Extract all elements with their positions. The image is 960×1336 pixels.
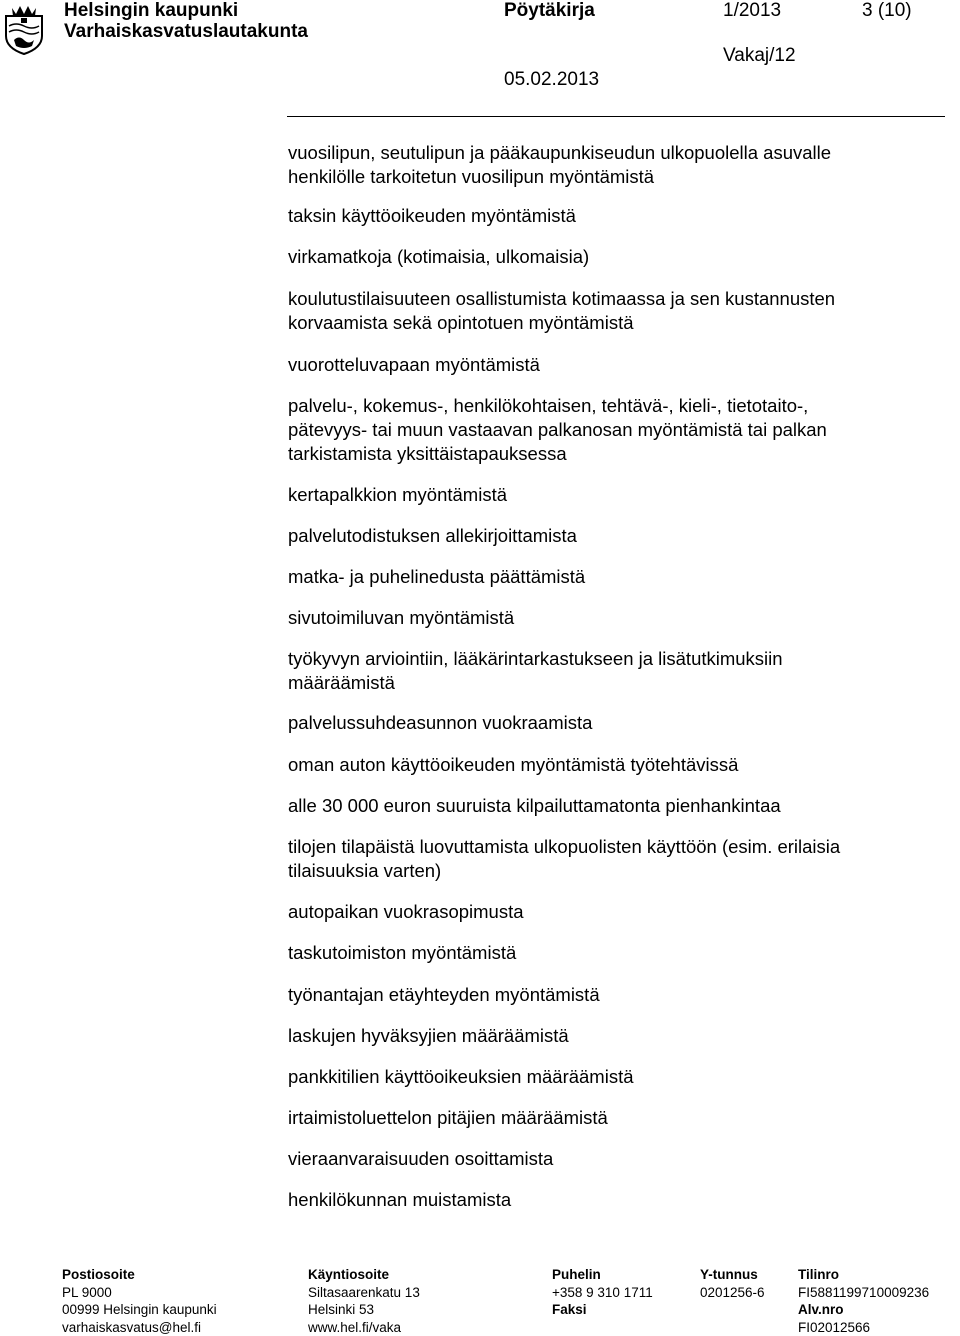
email-link[interactable]: varhaiskasvatus@hel.fi xyxy=(62,1319,217,1336)
list-item: vieraanvaraisuuden osoittamista xyxy=(288,1147,553,1171)
list-item: oman auton käyttöoikeuden myöntämistä työtehtävissä xyxy=(288,753,738,777)
list-item: koulutustilaisuuteen osallistumista kotimaassa ja sen kustannusten korvaamista sekä opintotuen myöntämistä xyxy=(288,287,835,335)
footer-postal-address: Postiosoite PL 9000 00999 Helsingin kaupunki varhaiskasvatus@hel.fi xyxy=(62,1266,217,1336)
page-number: 3 (10) xyxy=(862,0,912,22)
issue-number: 1/2013 xyxy=(723,0,781,22)
list-item: taksin käyttöoikeuden myöntämistä xyxy=(288,204,576,228)
helsinki-crest-logo xyxy=(2,2,46,56)
list-item: työkyvyn arviointiin, lääkärintarkastukseen ja lisätutkimuksiin määräämistä xyxy=(288,647,783,695)
list-item: työnantajan etäyhteyden myöntämistä xyxy=(288,983,600,1007)
list-item: palvelu-, kokemus-, henkilökohtaisen, tehtävä-, kieli-, tietotaito-, pätevyys- tai muun vastaavan palkanosan myöntämistä tai palkan tarkistamista yksittäistapauksessa xyxy=(288,394,827,466)
board-name: Varhaiskasvatuslautakunta xyxy=(64,21,308,43)
list-item: pankkitilien käyttöoikeuksien määräämistä xyxy=(288,1065,634,1089)
header-divider xyxy=(287,116,945,117)
section-code: Vakaj/12 xyxy=(723,45,796,67)
footer-account: Tilinro FI5881199710009236 Alv.nro FI02012566 xyxy=(798,1266,929,1336)
meeting-date: 05.02.2013 xyxy=(504,69,599,91)
list-item: palvelutodistuksen allekirjoittamista xyxy=(288,524,577,548)
footer-visiting-address: Käyntiosoite Siltasaarenkatu 13 Helsinki 53 www.hel.fi/vaka xyxy=(308,1266,420,1336)
website-link[interactable]: www.hel.fi/vaka xyxy=(308,1319,420,1336)
list-item: matka- ja puhelinedusta päättämistä xyxy=(288,565,585,589)
list-item: alle 30 000 euron suuruista kilpailuttamatonta pienhankintaa xyxy=(288,794,781,818)
list-item: kertapalkkion myöntämistä xyxy=(288,483,507,507)
list-item: palvelussuhdeasunnon vuokraamista xyxy=(288,711,592,735)
footer-business-id: Y-tunnus 0201256-6 xyxy=(700,1266,765,1301)
list-item: vuosilipun, seutulipun ja pääkaupunkiseudun ulkopuolella asuvalle henkilölle tarkoitetun vuosilipun myöntämistä xyxy=(288,141,831,189)
list-item: sivutoimiluvan myöntämistä xyxy=(288,606,514,630)
document-type: Pöytäkirja xyxy=(504,0,595,22)
list-item: laskujen hyväksyjien määräämistä xyxy=(288,1024,569,1048)
footer-phone: Puhelin +358 9 310 1711 Faksi xyxy=(552,1266,653,1319)
list-item: tilojen tilapäistä luovuttamista ulkopuolisten käyttöön (esim. erilaisia tilaisuuksia varten) xyxy=(288,835,840,883)
list-item: virkamatkoja (kotimaisia, ulkomaisia) xyxy=(288,245,589,269)
list-item: autopaikan vuokrasopimusta xyxy=(288,900,524,924)
list-item: irtaimistoluettelon pitäjien määräämistä xyxy=(288,1106,608,1130)
city-name: Helsingin kaupunki xyxy=(64,0,238,22)
list-item: henkilökunnan muistamista xyxy=(288,1188,511,1212)
list-item: vuorotteluvapaan myöntämistä xyxy=(288,353,540,377)
list-item: taskutoimiston myöntämistä xyxy=(288,941,516,965)
